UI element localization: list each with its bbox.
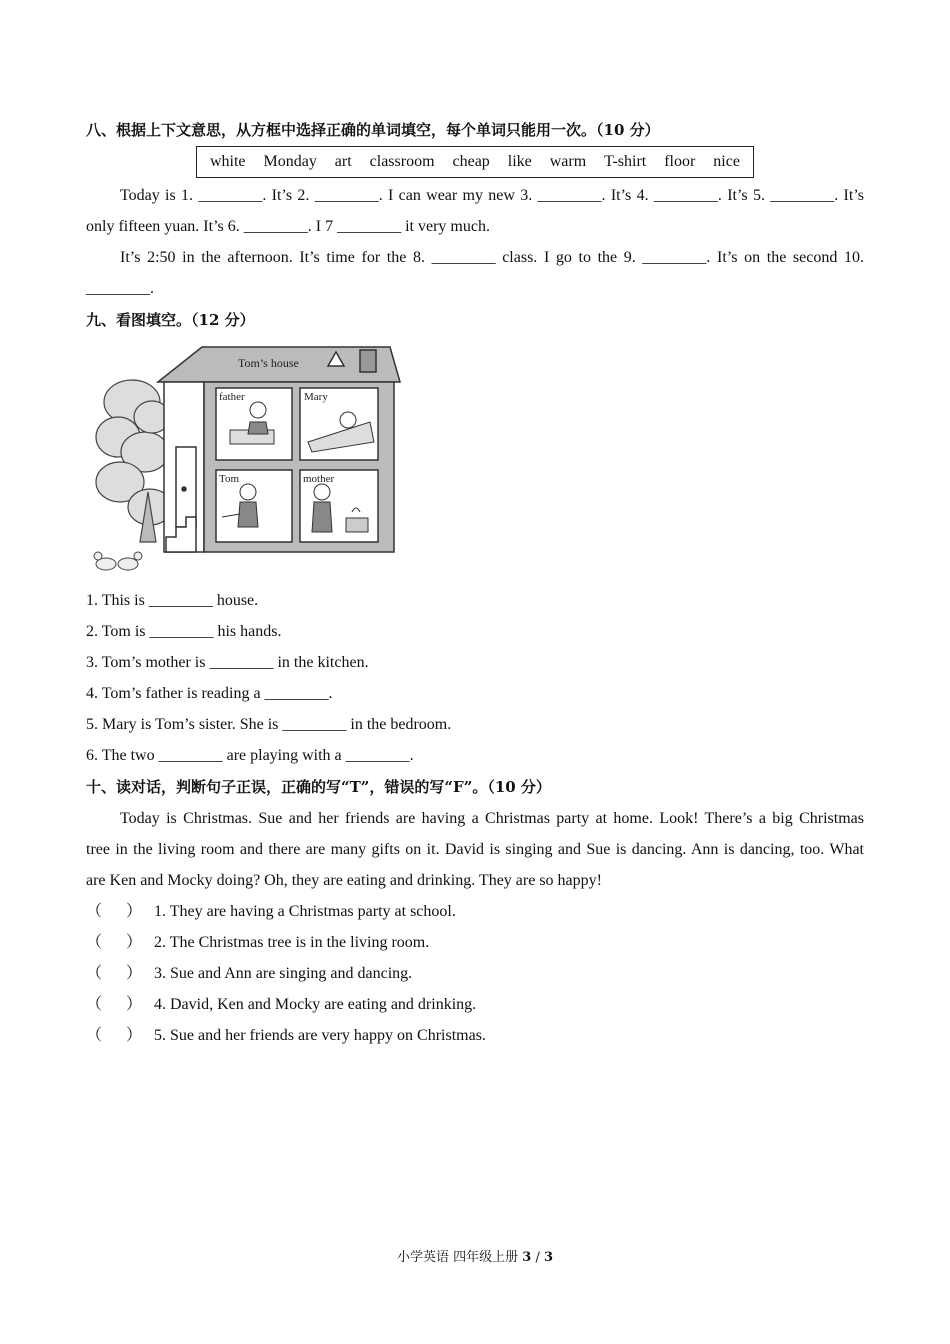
- word-box-item: white: [209, 153, 246, 170]
- tree-drawing: [96, 380, 172, 542]
- page-separator: /: [531, 1250, 544, 1265]
- question-9-item: 5. Mary is Tom’s sister. She is ________ in the bedroom.: [86, 716, 452, 733]
- tf-item-text: 3. Sue and Ann are singing and dancing.: [154, 965, 413, 982]
- tf-item: [86, 1026, 864, 1046]
- answer-blank[interactable]: （ ）: [86, 965, 143, 982]
- question-9-item: 3. Tom’s mother is ________ in the kitchen.: [86, 654, 369, 671]
- answer-blank[interactable]: （ ）: [86, 996, 143, 1013]
- word-box: [196, 146, 754, 178]
- word-box-item: warm: [549, 153, 587, 170]
- passage-10-line: tree in the living room and there are many gifts on it. David is singing and Sue is dancing. Ann is dancing, too. What: [86, 841, 864, 858]
- page-total: 3: [543, 1250, 554, 1265]
- tf-item: [86, 902, 864, 922]
- passage-8-line: Today is 1. ________. It’s 2. ________. I can wear my new 3. ________. It’s 4. ________. It’s 5. ________. It’s: [120, 187, 864, 204]
- word-box-item: classroom: [369, 153, 435, 170]
- question-9-item: 4. Tom’s father is reading a ________.: [86, 685, 333, 702]
- page-number: 3: [522, 1250, 532, 1265]
- tf-item: [86, 995, 864, 1015]
- room-label-mary: Mary: [304, 391, 328, 403]
- passage-10-line: Today is Christmas. Sue and her friends are having a Christmas party at home. Look! There’s a big Christmas: [120, 810, 864, 827]
- tf-item-text: 1. They are having a Christmas party at school.: [154, 903, 456, 920]
- answer-blank[interactable]: （ ）: [86, 934, 143, 951]
- word-box-item: Monday: [263, 153, 317, 170]
- tf-item-text: 2. The Christmas tree is in the living room.: [154, 934, 430, 951]
- section-9-heading: 九、看图填空。（12 分）: [86, 311, 255, 329]
- room-label-tom: Tom: [219, 473, 240, 485]
- passage-8-line: only fifteen yuan. It’s 6. ________. I 7 ________ it very much.: [86, 218, 490, 235]
- tf-item-text: 4. David, Ken and Mocky are eating and drinking.: [154, 996, 477, 1013]
- word-box-item: cheap: [452, 153, 490, 170]
- cats-drawing: [94, 552, 142, 570]
- word-box-item: nice: [713, 153, 740, 170]
- answer-blank[interactable]: （ ）: [86, 1027, 143, 1044]
- word-box-item: like: [507, 153, 532, 170]
- page-footer: [0, 1246, 950, 1265]
- question-9-item: 1. This is ________ house.: [86, 592, 259, 609]
- passage-10-line: are Ken and Mocky doing? Oh, they are eating and drinking. They are so happy!: [86, 872, 602, 889]
- tf-item: [86, 964, 864, 984]
- section-8-heading: 八、根据上下文意思，从方框中选择正确的单词填空，每个单词只能用一次。（10 分）: [86, 121, 660, 139]
- passage-8-line: It’s 2:50 in the afternoon. It’s time for the 8. ________ class. I go to the 9. ________. It’s on the second 10.: [120, 249, 864, 266]
- footer-text: 小学英语 四年级上册: [396, 1250, 519, 1265]
- room-label-father: father: [219, 391, 245, 403]
- answer-blank[interactable]: （ ）: [86, 903, 143, 920]
- word-box-item: T-shirt: [604, 153, 647, 170]
- question-9-item: 2. Tom is ________ his hands.: [86, 623, 282, 640]
- word-box-item: floor: [664, 153, 696, 170]
- house-illustration: [90, 342, 402, 578]
- house-label: Tom’s house: [238, 356, 299, 370]
- word-box-item: art: [334, 153, 352, 170]
- passage-8-line: ________.: [86, 280, 154, 297]
- section-10-heading: 十、读对话，判断句子正误，正确的写“T”，错误的写“F”。（10 分）: [86, 778, 551, 796]
- room-label-mother: mother: [303, 473, 335, 485]
- question-9-item: 6. The two ________ are playing with a ________.: [86, 747, 414, 764]
- tf-item-text: 5. Sue and her friends are very happy on Christmas.: [154, 1027, 486, 1044]
- tf-item: [86, 933, 864, 953]
